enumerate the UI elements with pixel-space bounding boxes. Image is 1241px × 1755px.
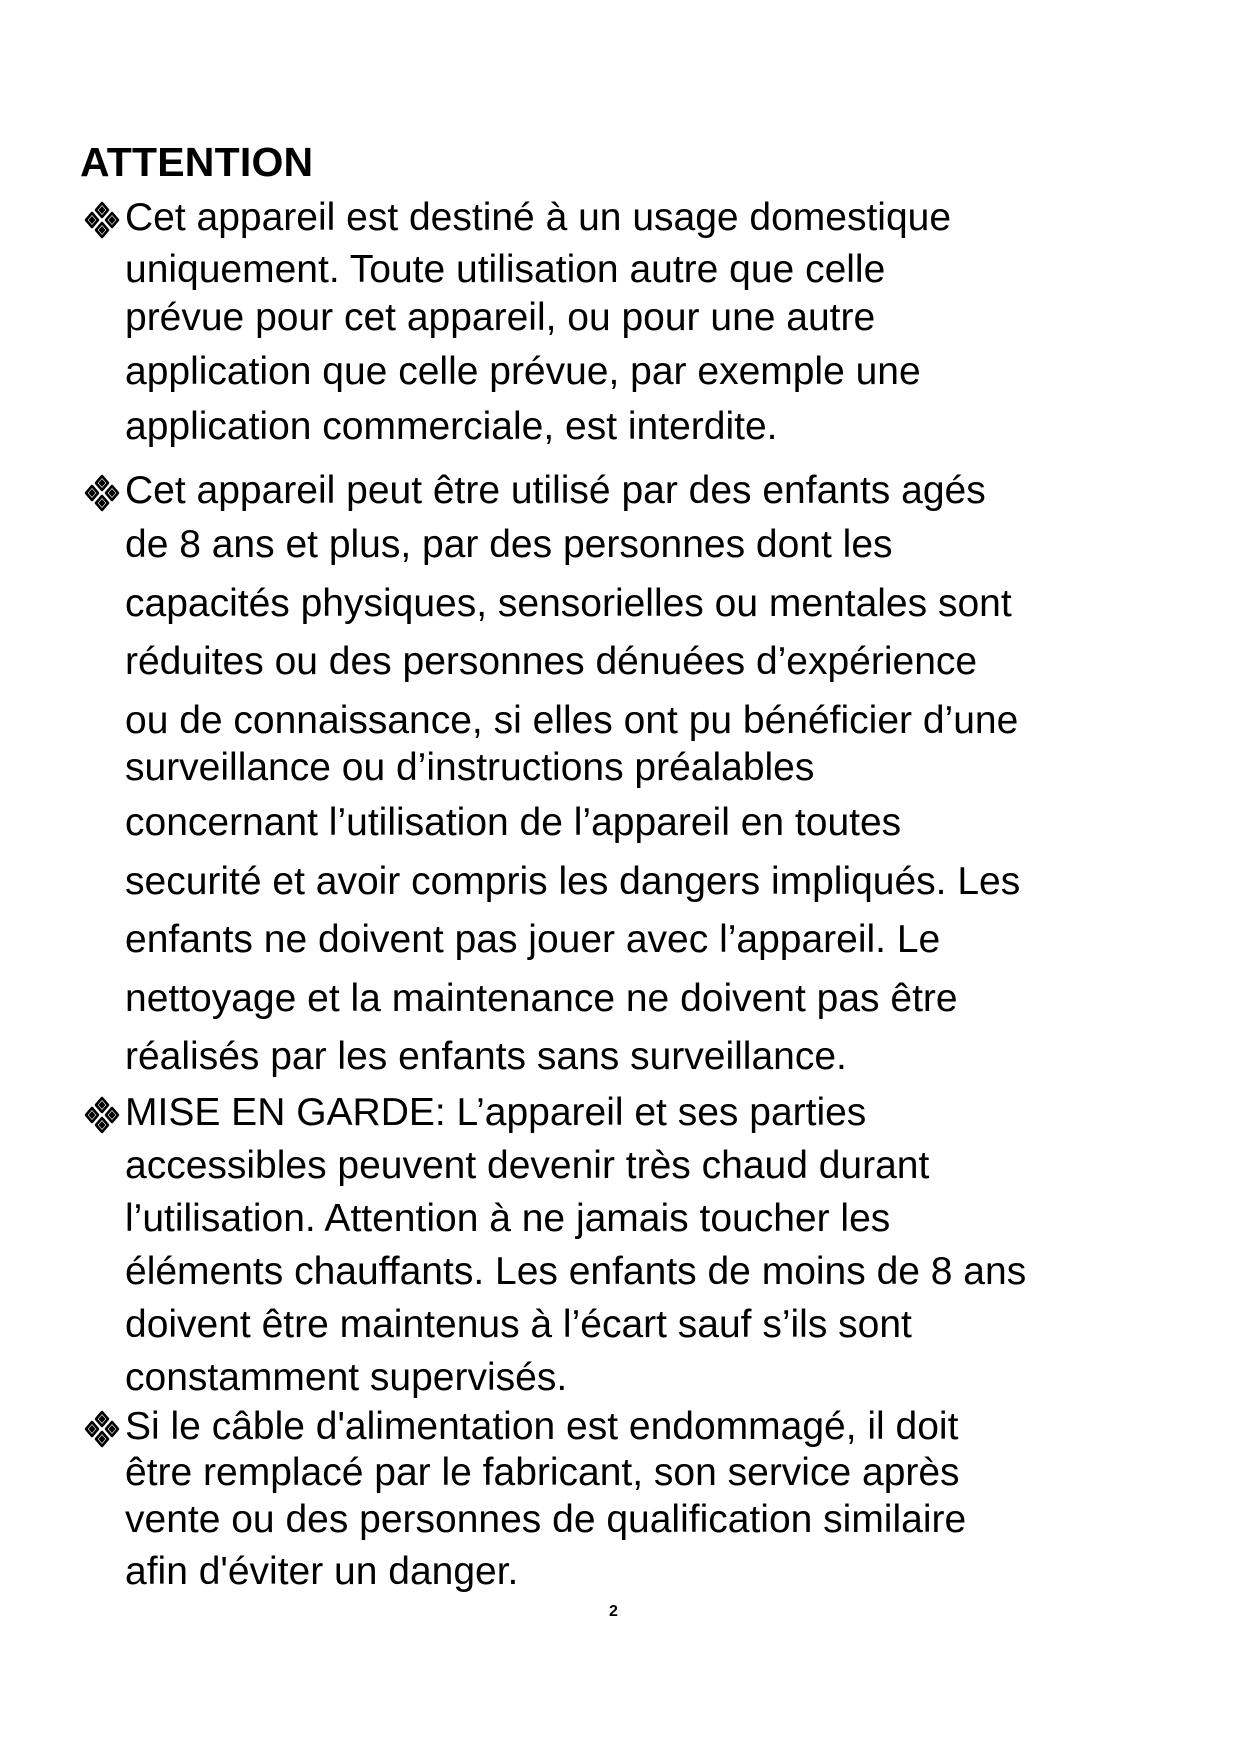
warning-bullet-domestic-use [80, 196, 1160, 460]
warning-bullet-children-supervision [80, 469, 1160, 1078]
bullet-text-line: application que celle prévue, par exemple une [125, 350, 921, 393]
bullet-text-line: vente ou des personnes de qualification similaire [125, 1498, 967, 1541]
bullet-text-line: surveillance ou d’instructions préalables [125, 746, 815, 789]
bullet-text-line: Cet appareil peut être utilisé par des enfants agés [125, 469, 986, 512]
four-diamond-bullet-icon [80, 200, 124, 240]
four-diamond-bullet-icon [80, 473, 124, 513]
bullet-text-line: application commerciale, est interdite. [125, 405, 778, 448]
bullet-text-line: nettoyage et la maintenance ne doivent pas être [125, 977, 958, 1020]
bullet-text-line: l’utilisation. Attention à ne jamais toucher les [125, 1197, 891, 1240]
attention-heading: ATTENTION [80, 139, 314, 185]
bullet-text-line: réduites ou des personnes dénuées d’expérience [125, 640, 978, 683]
bullet-text-line: réalisés par les enfants sans surveillance. [125, 1035, 847, 1078]
bullet-text-line: éléments chauffants. Les enfants de moins de 8 ans [125, 1250, 1027, 1293]
bullet-text-line: prévue pour cet appareil, ou pour une autre [125, 296, 876, 339]
bullet-text-line: accessibles peuvent devenir très chaud durant [125, 1144, 930, 1187]
bullet-text-line: être remplacé par le fabricant, son service après [125, 1451, 960, 1494]
bullet-text-line: MISE EN GARDE: L’appareil et ses parties [125, 1091, 867, 1134]
bullet-text-line: enfants ne doivent pas jouer avec l’appareil. Le [125, 918, 941, 961]
bullet-text-line: capacités physiques, sensorielles ou mentales sont [125, 582, 1012, 625]
four-diamond-bullet-icon [80, 1095, 124, 1135]
warning-bullet-damaged-cable [80, 1405, 1160, 1609]
warning-bullet-hot-surfaces [80, 1091, 1160, 1425]
bullet-text-line: securité et avoir compris les dangers impliqués. Les [125, 860, 1021, 903]
bullet-text-line: doivent être maintenus à l’écart sauf s’ils sont [125, 1303, 912, 1346]
bullet-text-line: ou de connaissance, si elles ont pu bénéficier d’une [125, 699, 1019, 742]
page-number: 2 [609, 1603, 618, 1620]
bullet-text-line: uniquement. Toute utilisation autre que celle [125, 248, 886, 291]
bullet-text-line: concernant l’utilisation de l’appareil en toutes [125, 801, 902, 844]
four-diamond-bullet-icon [80, 1409, 124, 1449]
bullet-text-line: constamment supervisés. [125, 1356, 568, 1399]
bullet-text-line: Cet appareil est destiné à un usage domestique [125, 196, 952, 239]
bullet-text-line: afin d'éviter un danger. [125, 1550, 519, 1593]
bullet-text-line: de 8 ans et plus, par des personnes dont les [125, 523, 893, 566]
bullet-text-line: Si le câble d'alimentation est endommagé, il doit [125, 1405, 959, 1448]
